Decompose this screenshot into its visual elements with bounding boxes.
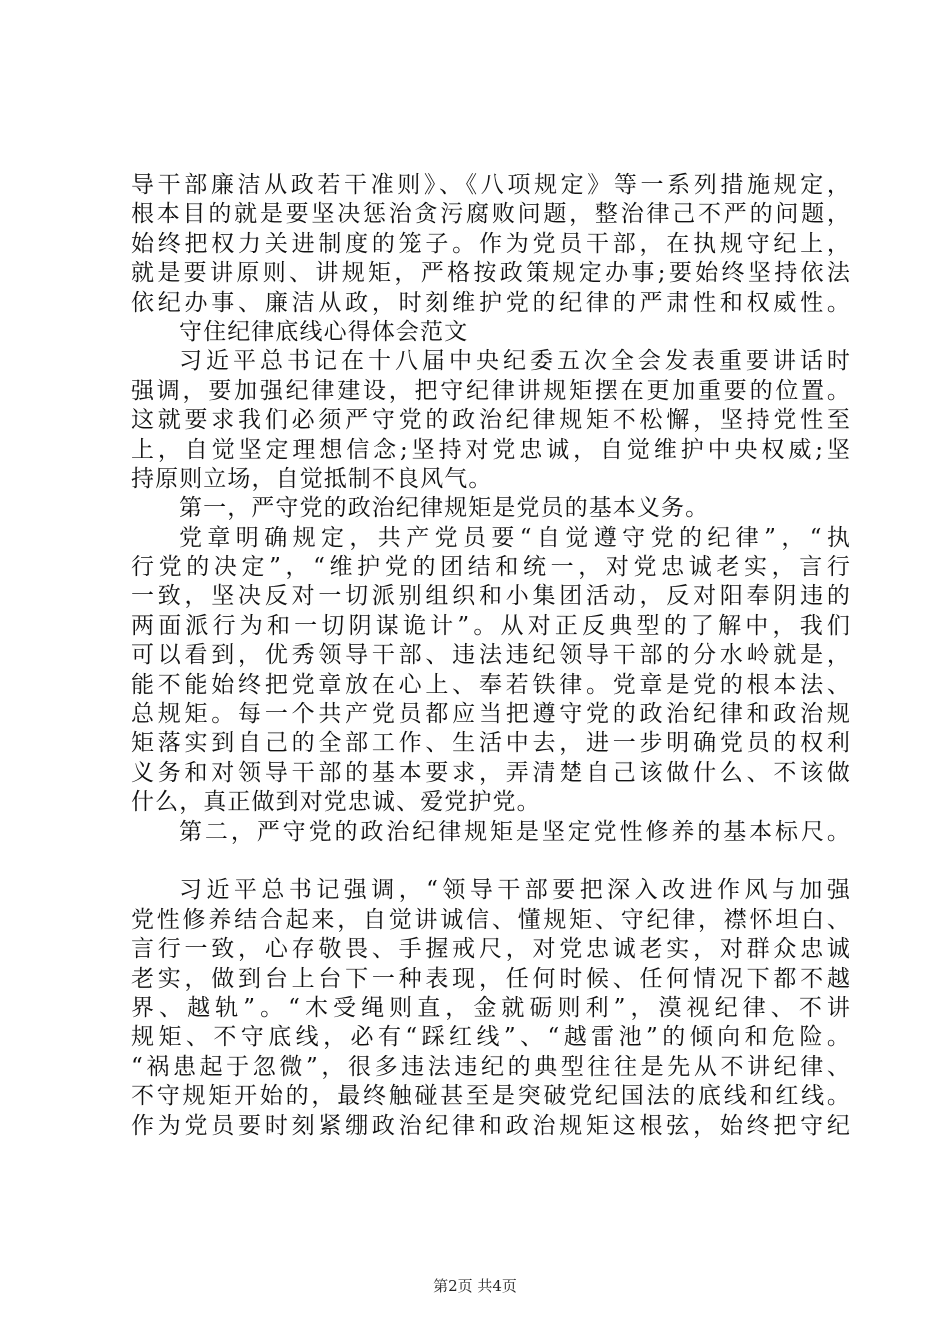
text-line: 界、越轨”。“木受绳则直，金就砺则利”，漠视纪律、不讲 (131, 994, 851, 1021)
text-line: 根本目的就是要坚决惩治贪污腐败问题，整治律己不严的问题， (131, 201, 851, 228)
text-line: 这就要求我们必须严守党的政治纪律规矩不松懈，坚持党性至 (131, 407, 851, 434)
point-heading: 第二，严守党的政治纪律规矩是坚定党性修养的基本标尺。 (179, 818, 851, 845)
text-line: 一致，坚决反对一切派别组织和小集团活动，反对阳奉阴违的 (131, 583, 851, 610)
paragraph-gap (131, 847, 851, 876)
text-line: 可以看到，优秀领导干部、违法违纪领导干部的分水岭就是， (131, 642, 851, 669)
document-body (131, 171, 851, 1141)
text-line: 强调，要加强纪律建设，把守纪律讲规矩摆在更加重要的位置。 (131, 377, 851, 404)
text-line: 持原则立场，自觉抵制不良风气。 (131, 465, 493, 492)
text-line: 规矩、不守底线，必有“踩红线”、“越雷池”的倾向和危险。 (131, 1024, 851, 1051)
text-line: 导干部廉洁从政若干准则》、《八项规定》等一系列措施规定， (131, 172, 851, 198)
text-line: 不守规矩开始的，最终触碰甚至是突破党纪国法的底线和红线。 (131, 1083, 851, 1110)
text-line: 老实，做到台上台下一种表现，任何时候、任何情况下都不越 (131, 965, 851, 992)
text-line: 习近平总书记强调，“领导干部要把深入改进作风与加强 (179, 877, 851, 904)
text-line: 能不能始终把党章放在心上、奉若铁律。党章是党的根本法、 (131, 671, 851, 698)
text-line: 始终把权力关进制度的笼子。作为党员干部，在执规守纪上， (131, 230, 851, 257)
text-line: 就是要讲原则、讲规矩，严格按政策规定办事;要始终坚持依法 (131, 260, 851, 287)
section-heading: 守住纪律底线心得体会范文 (179, 318, 469, 345)
page-number: 第2页 共4页 (433, 1277, 517, 1295)
text-line: 义务和对领导干部的基本要求，弄清楚自己该做什么、不该做 (131, 759, 851, 786)
text-line: 两面派行为和一切阴谋诡计”。从对正反典型的了解中，我们 (131, 612, 851, 639)
text-line: 行党的决定”，“维护党的团结和统一，对党忠诚老实，言行 (131, 554, 851, 581)
point-heading: 第一，严守党的政治纪律规矩是党员的基本义务。 (179, 495, 710, 522)
text-line: 依纪办事、廉洁从政，时刻维护党的纪律的严肃性和权威性。 (131, 289, 851, 316)
text-line: 什么，真正做到对党忠诚、爱党护党。 (131, 789, 541, 816)
text-line: 总规矩。每一个共产党员都应当把遵守党的政治纪律和政治规 (131, 701, 851, 728)
text-line: 矩落实到自己的全部工作、生活中去，进一步明确党员的权利 (131, 730, 851, 757)
text-line: 党章明确规定，共产党员要“自觉遵守党的纪律”，“执 (179, 524, 851, 551)
text-line: 上，自觉坚定理想信念;坚持对党忠诚，自觉维护中央权威;坚 (131, 436, 851, 463)
text-line: “祸患起于忽微”，很多违法违纪的典型往往是先从不讲纪律、 (131, 1053, 851, 1080)
text-line: 言行一致，心存敬畏、手握戒尺，对党忠诚老实，对群众忠诚 (131, 936, 851, 963)
text-line: 作为党员要时刻紧绷政治纪律和政治规矩这根弦，始终把守纪 (131, 1112, 851, 1139)
text-line: 习近平总书记在十八届中央纪委五次全会发表重要讲话时 (179, 348, 851, 375)
text-line: 党性修养结合起来，自觉讲诚信、懂规矩、守纪律，襟怀坦白、 (131, 906, 851, 933)
